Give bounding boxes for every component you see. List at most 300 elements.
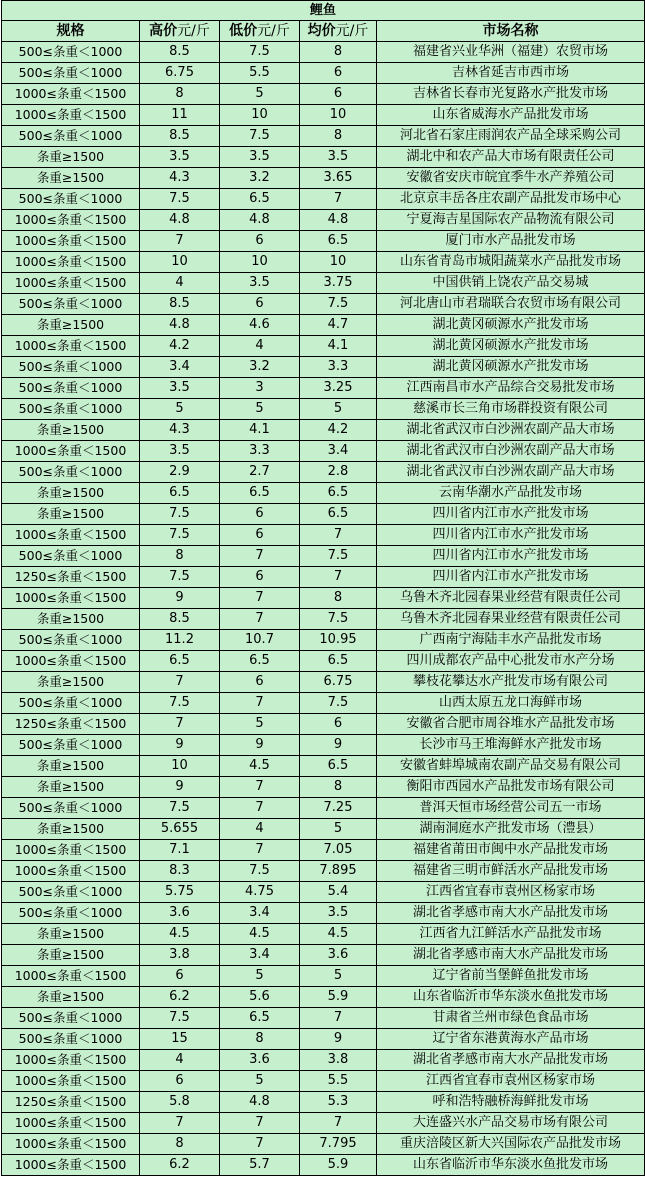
cell-spec: 1000≤条重＜1500 [2, 210, 140, 231]
table-row [2, 42, 645, 63]
cell-avg: 3.25 [300, 378, 377, 399]
cell-low: 4.8 [220, 1092, 300, 1113]
table-row [2, 189, 645, 210]
cell-spec: 1250≤条重＜1500 [2, 714, 140, 735]
cell-spec: 1250≤条重＜1500 [2, 567, 140, 588]
cell-market: 中国供销上饶农产品交易城 [377, 273, 645, 294]
cell-low: 4.6 [220, 315, 300, 336]
cell-high: 8.5 [140, 294, 220, 315]
cell-spec: 条重≥1500 [2, 945, 140, 966]
table-row [2, 588, 645, 609]
table-row [2, 987, 645, 1008]
cell-high: 6.5 [140, 483, 220, 504]
cell-high: 4.5 [140, 924, 220, 945]
table-row [2, 966, 645, 987]
cell-avg: 6 [300, 63, 377, 84]
cell-avg: 7.5 [300, 546, 377, 567]
table-row [2, 357, 645, 378]
table-row [2, 231, 645, 252]
cell-market: 湖北中和农产品大市场有限责任公司 [377, 147, 645, 168]
cell-low: 6.5 [220, 189, 300, 210]
cell-spec: 1000≤条重＜1500 [2, 1050, 140, 1071]
cell-avg: 10 [300, 252, 377, 273]
cell-spec: 1000≤条重＜1500 [2, 966, 140, 987]
cell-market: 广西南宁海陆丰水产品批发市场 [377, 630, 645, 651]
cell-high: 5.655 [140, 819, 220, 840]
cell-avg: 5.5 [300, 1071, 377, 1092]
cell-high: 10 [140, 252, 220, 273]
cell-avg: 7.05 [300, 840, 377, 861]
cell-market: 山东省临沂市华东淡水鱼批发市场 [377, 987, 645, 1008]
cell-avg: 9 [300, 735, 377, 756]
cell-market: 河北省石家庄雨润农产品全球采购公司 [377, 126, 645, 147]
cell-low: 4.5 [220, 756, 300, 777]
cell-market: 湖北黄冈硕源水产批发市场 [377, 357, 645, 378]
cell-avg: 7 [300, 1008, 377, 1029]
cell-market: 山东省青岛市城阳蔬菜水产品批发市场 [377, 252, 645, 273]
cell-high: 5.75 [140, 882, 220, 903]
cell-market: 四川省内江市水产批发市场 [377, 567, 645, 588]
cell-avg: 4.8 [300, 210, 377, 231]
cell-spec: 1000≤条重＜1500 [2, 1071, 140, 1092]
table-row [2, 903, 645, 924]
cell-avg: 6.5 [300, 231, 377, 252]
cell-high: 5.8 [140, 1092, 220, 1113]
table-row [2, 882, 645, 903]
cell-low: 3.6 [220, 1050, 300, 1071]
cell-market: 乌鲁木齐北园春果业经营有限责任公司 [377, 609, 645, 630]
cell-low: 3.3 [220, 441, 300, 462]
cell-spec: 500≤条重＜1000 [2, 399, 140, 420]
cell-high: 8.5 [140, 42, 220, 63]
cell-low: 10 [220, 105, 300, 126]
cell-avg: 8 [300, 42, 377, 63]
cell-avg: 7.5 [300, 693, 377, 714]
table-row [2, 840, 645, 861]
cell-spec: 1000≤条重＜1500 [2, 525, 140, 546]
cell-spec: 500≤条重＜1000 [2, 903, 140, 924]
cell-low: 7 [220, 588, 300, 609]
cell-avg: 8 [300, 588, 377, 609]
cell-market: 四川省内江市水产批发市场 [377, 504, 645, 525]
cell-high: 8 [140, 546, 220, 567]
cell-avg: 7.25 [300, 798, 377, 819]
cell-low: 3.4 [220, 903, 300, 924]
cell-high: 7.5 [140, 693, 220, 714]
cell-market: 山东省临沂市华东淡水鱼批发市场 [377, 1155, 645, 1176]
cell-low: 6 [220, 294, 300, 315]
cell-spec: 500≤条重＜1000 [2, 126, 140, 147]
cell-low: 6.5 [220, 1008, 300, 1029]
cell-low: 6 [220, 672, 300, 693]
cell-high: 3.5 [140, 378, 220, 399]
cell-market: 攀枝花攀达水产批发市场有限公司 [377, 672, 645, 693]
cell-market: 江西南昌市水产品综合交易批发市场 [377, 378, 645, 399]
table-row [2, 735, 645, 756]
cell-market: 安徽省合肥市周谷堆水产品批发市场 [377, 714, 645, 735]
cell-spec: 500≤条重＜1000 [2, 735, 140, 756]
cell-avg: 6.5 [300, 483, 377, 504]
cell-spec: 1000≤条重＜1500 [2, 105, 140, 126]
cell-low: 10 [220, 252, 300, 273]
cell-spec: 500≤条重＜1000 [2, 189, 140, 210]
cell-avg: 6.5 [300, 651, 377, 672]
cell-market: 湖北省武汉市白沙洲农副产品大市场 [377, 420, 645, 441]
cell-market: 四川成都农产品中心批发市水产分场 [377, 651, 645, 672]
cell-spec: 1000≤条重＜1500 [2, 840, 140, 861]
cell-low: 6 [220, 525, 300, 546]
cell-low: 5 [220, 714, 300, 735]
cell-high: 2.9 [140, 462, 220, 483]
cell-high: 7.5 [140, 798, 220, 819]
table-row [2, 714, 645, 735]
cell-high: 11.2 [140, 630, 220, 651]
cell-high: 4.8 [140, 210, 220, 231]
table-row [2, 1008, 645, 1029]
cell-market: 河北唐山市君瑞联合农贸市场有限公司 [377, 294, 645, 315]
cell-market: 甘肃省兰州市绿色食品市场 [377, 1008, 645, 1029]
cell-spec: 条重≥1500 [2, 987, 140, 1008]
cell-market: 湖北省武汉市白沙洲农副产品大市场 [377, 441, 645, 462]
cell-high: 6.2 [140, 987, 220, 1008]
cell-spec: 500≤条重＜1000 [2, 882, 140, 903]
cell-market: 普洱天恒市场经营公司五一市场 [377, 798, 645, 819]
cell-spec: 1000≤条重＜1500 [2, 1134, 140, 1155]
table-row [2, 63, 645, 84]
cell-high: 7 [140, 231, 220, 252]
cell-high: 4.8 [140, 315, 220, 336]
cell-low: 7 [220, 609, 300, 630]
cell-low: 7 [220, 798, 300, 819]
price-table [1, 0, 645, 1176]
cell-low: 7 [220, 693, 300, 714]
cell-high: 3.8 [140, 945, 220, 966]
cell-low: 5.7 [220, 1155, 300, 1176]
table-row [2, 441, 645, 462]
cell-avg: 7 [300, 189, 377, 210]
cell-high: 9 [140, 735, 220, 756]
cell-avg: 7.895 [300, 861, 377, 882]
cell-avg: 3.3 [300, 357, 377, 378]
cell-spec: 500≤条重＜1000 [2, 798, 140, 819]
table-row [2, 819, 645, 840]
cell-avg: 8 [300, 777, 377, 798]
cell-avg: 5.4 [300, 882, 377, 903]
cell-low: 7.5 [220, 126, 300, 147]
cell-avg: 6 [300, 84, 377, 105]
cell-low: 4.8 [220, 210, 300, 231]
cell-avg: 5 [300, 966, 377, 987]
cell-spec: 500≤条重＜1000 [2, 630, 140, 651]
cell-low: 7.5 [220, 42, 300, 63]
table-row [2, 525, 645, 546]
cell-spec: 500≤条重＜1000 [2, 693, 140, 714]
table-row [2, 630, 645, 651]
cell-high: 7.5 [140, 1008, 220, 1029]
cell-avg: 3.8 [300, 1050, 377, 1071]
cell-high: 6 [140, 966, 220, 987]
cell-avg: 5 [300, 399, 377, 420]
cell-high: 8.5 [140, 126, 220, 147]
cell-low: 7 [220, 1134, 300, 1155]
cell-market: 慈溪市长三角市场群投资有限公司 [377, 399, 645, 420]
cell-high: 3.4 [140, 357, 220, 378]
cell-high: 4.2 [140, 336, 220, 357]
cell-spec: 500≤条重＜1000 [2, 294, 140, 315]
table-row [2, 483, 645, 504]
cell-high: 11 [140, 105, 220, 126]
cell-spec: 条重≥1500 [2, 168, 140, 189]
cell-avg: 5.3 [300, 1092, 377, 1113]
table-row [2, 651, 645, 672]
cell-avg: 5.9 [300, 1155, 377, 1176]
cell-high: 8 [140, 84, 220, 105]
cell-avg: 10 [300, 105, 377, 126]
table-row [2, 1029, 645, 1050]
cell-avg: 4.1 [300, 336, 377, 357]
cell-low: 3.4 [220, 945, 300, 966]
cell-spec: 1000≤条重＜1500 [2, 252, 140, 273]
cell-market: 安徽省安庆市皖宜季牛水产养殖公司 [377, 168, 645, 189]
table-row [2, 336, 645, 357]
cell-spec: 1000≤条重＜1500 [2, 336, 140, 357]
cell-high: 7.1 [140, 840, 220, 861]
table-row [2, 756, 645, 777]
cell-avg: 7 [300, 525, 377, 546]
table-row [2, 168, 645, 189]
cell-market: 衡阳市西园水产品批发市场有限公司 [377, 777, 645, 798]
cell-low: 2.7 [220, 462, 300, 483]
cell-high: 3.6 [140, 903, 220, 924]
cell-market: 湖北省孝感市南大水产品批发市场 [377, 903, 645, 924]
cell-low: 3.2 [220, 357, 300, 378]
cell-high: 7 [140, 672, 220, 693]
cell-low: 5 [220, 399, 300, 420]
cell-low: 4 [220, 336, 300, 357]
cell-spec: 条重≥1500 [2, 756, 140, 777]
cell-high: 7.5 [140, 567, 220, 588]
cell-avg: 9 [300, 1029, 377, 1050]
cell-low: 7 [220, 546, 300, 567]
cell-low: 4.75 [220, 882, 300, 903]
cell-spec: 条重≥1500 [2, 819, 140, 840]
table-row [2, 315, 645, 336]
table-row [2, 1113, 645, 1134]
cell-spec: 500≤条重＜1000 [2, 462, 140, 483]
table-row [2, 609, 645, 630]
cell-high: 8.5 [140, 609, 220, 630]
table-row [2, 420, 645, 441]
cell-spec: 条重≥1500 [2, 483, 140, 504]
table-row [2, 1134, 645, 1155]
cell-low: 6 [220, 504, 300, 525]
cell-spec: 500≤条重＜1000 [2, 63, 140, 84]
table-row [2, 1092, 645, 1113]
cell-market: 吉林省延吉市西市场 [377, 63, 645, 84]
cell-market: 长沙市马王堆海鲜水产批发市场 [377, 735, 645, 756]
cell-market: 乌鲁木齐北园春果业经营有限责任公司 [377, 588, 645, 609]
cell-low: 7 [220, 840, 300, 861]
cell-high: 6.2 [140, 1155, 220, 1176]
cell-high: 7 [140, 1113, 220, 1134]
cell-market: 辽宁省前当堡鲜鱼批发市场 [377, 966, 645, 987]
cell-spec: 条重≥1500 [2, 924, 140, 945]
cell-spec: 1000≤条重＜1500 [2, 1113, 140, 1134]
cell-spec: 500≤条重＜1000 [2, 378, 140, 399]
table-row [2, 1050, 645, 1071]
cell-avg: 7.5 [300, 609, 377, 630]
cell-avg: 7.5 [300, 294, 377, 315]
cell-market: 湖北省武汉市白沙洲农副产品大市场 [377, 462, 645, 483]
table-row [2, 252, 645, 273]
cell-avg: 10.95 [300, 630, 377, 651]
table-row [2, 567, 645, 588]
table-row [2, 504, 645, 525]
cell-market: 山东省威海水产品批发市场 [377, 105, 645, 126]
cell-market: 江西省九江鲜活水产品批发市场 [377, 924, 645, 945]
cell-market: 厦门市水产品批发市场 [377, 231, 645, 252]
table-row [2, 861, 645, 882]
cell-high: 7.5 [140, 525, 220, 546]
cell-avg: 5.9 [300, 987, 377, 1008]
cell-spec: 500≤条重＜1000 [2, 357, 140, 378]
cell-spec: 条重≥1500 [2, 147, 140, 168]
cell-market: 吉林省长春市光复路水产批发市场 [377, 84, 645, 105]
cell-high: 6.75 [140, 63, 220, 84]
cell-avg: 4.2 [300, 420, 377, 441]
cell-high: 4.3 [140, 168, 220, 189]
cell-low: 5 [220, 84, 300, 105]
cell-spec: 条重≥1500 [2, 672, 140, 693]
cell-spec: 1000≤条重＜1500 [2, 84, 140, 105]
cell-high: 8 [140, 1134, 220, 1155]
cell-spec: 500≤条重＜1000 [2, 1008, 140, 1029]
table-row [2, 126, 645, 147]
cell-high: 4 [140, 1050, 220, 1071]
cell-low: 5 [220, 1071, 300, 1092]
cell-low: 6.5 [220, 483, 300, 504]
table-row [2, 378, 645, 399]
cell-low: 4.1 [220, 420, 300, 441]
cell-avg: 2.8 [300, 462, 377, 483]
cell-market: 湖北省孝感市南大水产品批发市场 [377, 1050, 645, 1071]
cell-low: 9 [220, 735, 300, 756]
cell-market: 云南华潮水产品批发市场 [377, 483, 645, 504]
cell-high: 3.5 [140, 441, 220, 462]
table-row [2, 777, 645, 798]
table-row [2, 105, 645, 126]
cell-high: 7 [140, 714, 220, 735]
cell-market: 宁夏海吉星国际农产品物流有限公司 [377, 210, 645, 231]
cell-market: 四川省内江市水产批发市场 [377, 525, 645, 546]
cell-spec: 1000≤条重＜1500 [2, 231, 140, 252]
cell-high: 7.5 [140, 504, 220, 525]
header-low: 低价元/斤 [220, 21, 300, 42]
cell-low: 7 [220, 1113, 300, 1134]
cell-spec: 条重≥1500 [2, 504, 140, 525]
cell-high: 6.5 [140, 651, 220, 672]
cell-spec: 500≤条重＜1000 [2, 1029, 140, 1050]
cell-market: 湖北黄冈硕源水产批发市场 [377, 336, 645, 357]
cell-market: 呼和浩特融桥海鲜批发市场 [377, 1092, 645, 1113]
table-row [2, 399, 645, 420]
cell-avg: 3.4 [300, 441, 377, 462]
cell-spec: 1000≤条重＜1500 [2, 861, 140, 882]
cell-spec: 1250≤条重＜1500 [2, 1092, 140, 1113]
cell-market: 福建省莆田市闽中水产品批发市场 [377, 840, 645, 861]
cell-market: 福建省三明市鲜活水产品批发市场 [377, 861, 645, 882]
cell-low: 6.5 [220, 651, 300, 672]
cell-high: 10 [140, 756, 220, 777]
cell-high: 7.5 [140, 189, 220, 210]
cell-market: 江西省宜春市袁州区杨家市场 [377, 1071, 645, 1092]
cell-market: 四川省内江市水产批发市场 [377, 546, 645, 567]
cell-avg: 7 [300, 1113, 377, 1134]
cell-market: 湖南洞庭水产批发市场（澧县） [377, 819, 645, 840]
table-row [2, 273, 645, 294]
cell-high: 4.3 [140, 420, 220, 441]
cell-low: 6 [220, 567, 300, 588]
cell-market: 大连盛兴水产品交易市场有限公司 [377, 1113, 645, 1134]
cell-low: 6 [220, 231, 300, 252]
cell-spec: 1000≤条重＜1500 [2, 651, 140, 672]
cell-avg: 6.5 [300, 504, 377, 525]
header-market: 市场名称 [377, 21, 645, 42]
table-row [2, 672, 645, 693]
table-row [2, 693, 645, 714]
table-row [2, 294, 645, 315]
cell-low: 4 [220, 819, 300, 840]
cell-market: 湖北省孝感市南大水产品批发市场 [377, 945, 645, 966]
table-row [2, 924, 645, 945]
cell-avg: 7.795 [300, 1134, 377, 1155]
cell-high: 9 [140, 777, 220, 798]
cell-spec: 1000≤条重＜1500 [2, 273, 140, 294]
cell-low: 5.5 [220, 63, 300, 84]
cell-low: 3.5 [220, 147, 300, 168]
header-high: 高价元/斤 [140, 21, 220, 42]
cell-high: 8.3 [140, 861, 220, 882]
cell-spec: 条重≥1500 [2, 609, 140, 630]
table-row [2, 1155, 645, 1176]
header-row [2, 21, 645, 42]
table-row [2, 945, 645, 966]
cell-market: 辽宁省东港黄海水产品市场 [377, 1029, 645, 1050]
cell-market: 重庆涪陵区新大兴国际农产品批发市场 [377, 1134, 645, 1155]
cell-avg: 3.5 [300, 903, 377, 924]
cell-avg: 3.65 [300, 168, 377, 189]
cell-avg: 5 [300, 819, 377, 840]
cell-low: 8 [220, 1029, 300, 1050]
table-body [2, 42, 645, 1176]
cell-spec: 500≤条重＜1000 [2, 42, 140, 63]
cell-market: 福建省兴业华洲（福建）农贸市场 [377, 42, 645, 63]
cell-avg: 6.75 [300, 672, 377, 693]
cell-market: 江西省宜春市袁州区杨家市场 [377, 882, 645, 903]
header-avg: 均价元/斤 [300, 21, 377, 42]
cell-spec: 1000≤条重＜1500 [2, 588, 140, 609]
cell-low: 5 [220, 966, 300, 987]
cell-spec: 条重≥1500 [2, 777, 140, 798]
cell-low: 3.2 [220, 168, 300, 189]
cell-low: 10.7 [220, 630, 300, 651]
cell-avg: 4.7 [300, 315, 377, 336]
cell-high: 5 [140, 399, 220, 420]
cell-low: 7 [220, 777, 300, 798]
header-spec: 规格 [2, 21, 140, 42]
cell-market: 安徽省蚌埠城南农副产品交易有限公司 [377, 756, 645, 777]
cell-market: 北京京丰岳各庄农副产品批发市场中心 [377, 189, 645, 210]
